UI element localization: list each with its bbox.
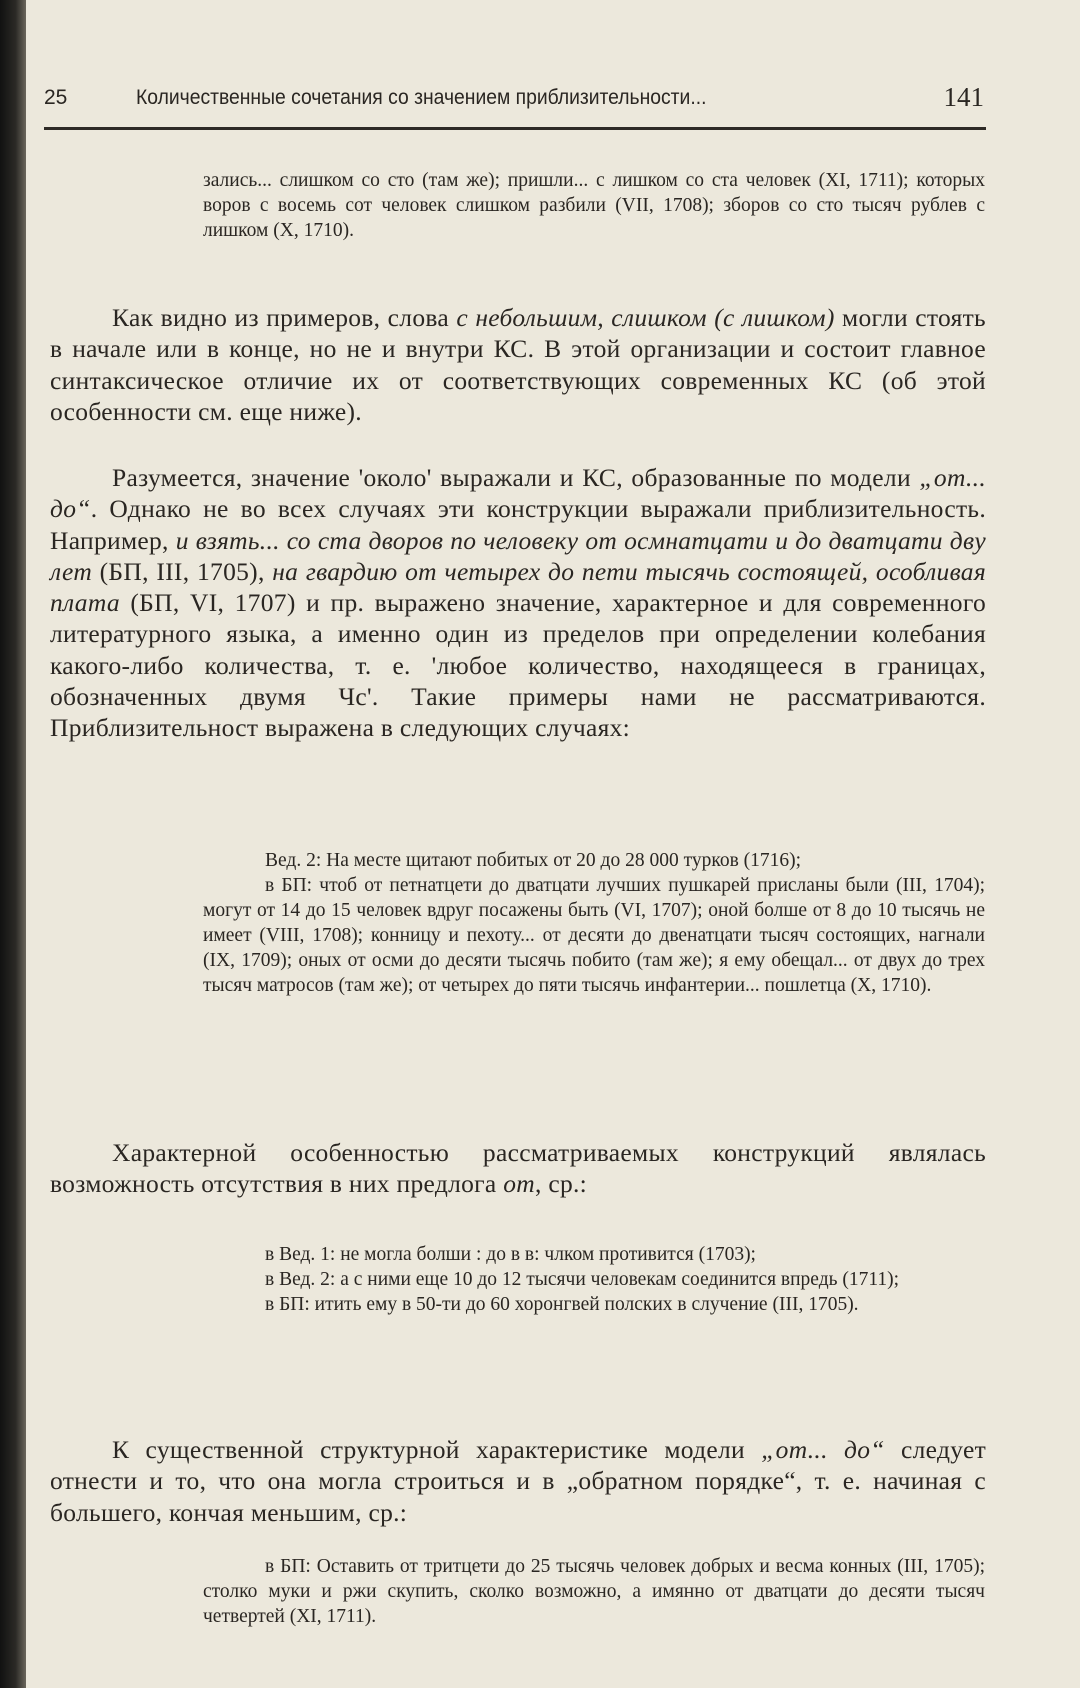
quote-text: в Вед. 2: а с ними еще 10 до 12 тысячи человекам соединится впредь (1711); [265, 1269, 900, 1290]
page-number: 141 [943, 82, 984, 112]
text: следует отнести и то, что она могла строиться и в „обратном порядке“, т. е. начиная с большего, кончая меньшим, ср.: [50, 1435, 987, 1527]
quote-block-1 [203, 168, 985, 243]
book-spine-shadow [0, 0, 26, 1688]
paragraph-3 [50, 1137, 986, 1200]
quote-block-4 [203, 1554, 985, 1629]
paragraph-4 [50, 1434, 986, 1528]
italic-text: „от... до“ [50, 463, 986, 524]
running-title: Количественные сочетания со значением приблизительности... [136, 86, 707, 109]
italic-text: и взять... со ста дворов по человеку от осмнатцати и до дватцати дву лет [50, 525, 986, 586]
italic-text: „от... до“ [761, 1435, 885, 1464]
running-header [44, 82, 984, 116]
quote-text: в БП: итить ему в 50-ти до 60 хоронгвей полских в случение (III, 1705). [265, 1294, 859, 1315]
text: К существенной структурной характеристике модели [112, 1435, 762, 1464]
italic-text: на гвардию от четырех до пети тысячь состоящей, особливая плата [50, 556, 986, 618]
italic-text: от [503, 1169, 535, 1199]
quote-text: в Вед. 1: не могла болши : до в в: члком противится (1703); [265, 1244, 756, 1265]
quote-text: зались... слишком со сто (там же); пришли... с лишком со ста человек (XI, 1711); которых воров с восемь сот человек слишком разбили (VII, 1708); зборов со сто тысяч рублев с лишком (X, 1710). [203, 170, 985, 241]
text: (БП, VI, 1707) и пр. выражено значение, характерное и для современного литературного языка, а именно один из пределов при определении колебания какого-либо количества, т. е. 'любое количество, находящееся в границах, обозначенных двумя Чс'. Такие примеры нами не рассматриваются. Приблизительност выражена в следующих случаях: [50, 588, 986, 743]
text: Как видно из примеров, слова [112, 303, 457, 332]
quote-text: в БП: чтоб от петнатцети до дватцати лучших пушкарей присланы были (III, 1704); могут от 14 до 15 человек вдруг посажены быть (VI, 1707); оной болше от 8 до 10 тысячь не имеет (VIII, 1708); конницу и пехоту... от десяти до двенатцати тысяч состоящих, нагнали (IX, 1709); оных от осми до десяти тысячь побито (там же); я ему обещал... от двух до трех тысяч матросов (там же); от четырех до пяти тысячь инфантерии... пошлетца (X, 1710). [203, 875, 985, 996]
section-number: 25 [44, 86, 68, 109]
quote-text: Вед. 2: На месте щитают побитых от 20 до 28 000 турков (1716); [265, 850, 802, 871]
text: . Однако не во всех случаях эти конструкции выражали приблизительность. Например, [50, 494, 986, 555]
text: (БП, III, 1705), [92, 556, 273, 586]
text: могли стоять в начале или в конце, но не и внутри КС. В этой организации и состоит главное синтаксическое отличие их от соответствующих современных КС (об этой особенности см. еще ниже). [50, 303, 986, 426]
text: Характерной особенностью рассматриваемых конструкций являлась возможность отсутствия в них предлога [50, 1138, 986, 1199]
quote-block-2 [203, 848, 985, 998]
paragraph-2 [50, 462, 986, 744]
text: , ср.: [534, 1169, 588, 1199]
quote-text: в БП: Оставить от тритцети до 25 тысячь человек добрых и весма конных (III, 1705); столко муки и ржи скупить, сколко возможно, а имянно от дватцати до десяти тысяч четвертей (XI, 1711). [203, 1556, 985, 1627]
text: Разумеется, значение 'около' выражали и КС, образованные по модели [112, 463, 920, 492]
header-rule [44, 127, 986, 130]
quote-block-3 [203, 1242, 985, 1317]
paragraph-1 [50, 302, 986, 427]
italic-text: с небольшим, слишком (с лишком) [456, 303, 835, 332]
